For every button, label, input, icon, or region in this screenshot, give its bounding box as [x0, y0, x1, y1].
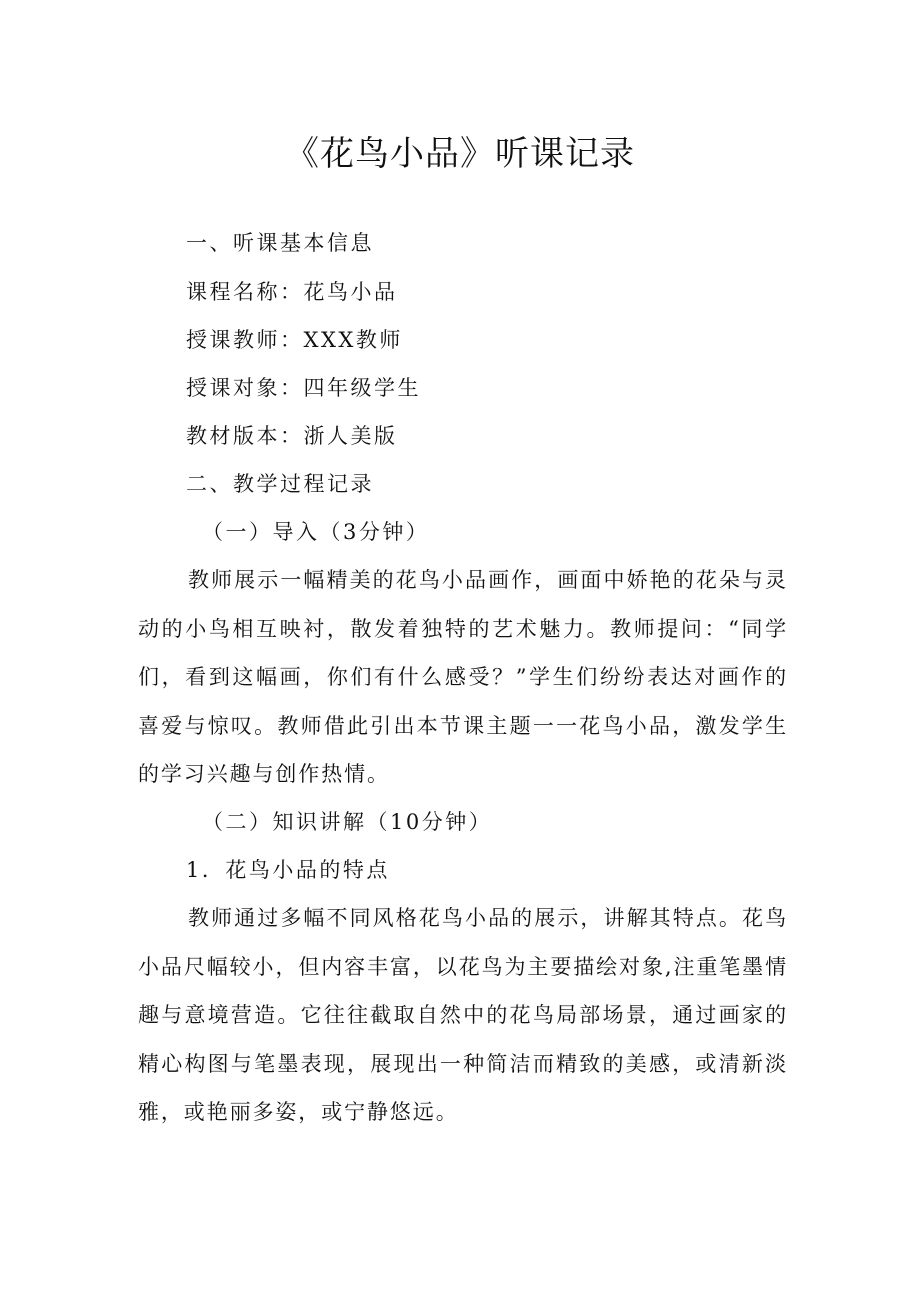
audience-line: 授课对象：四年级学生: [186, 376, 421, 400]
point-heading-features: 1．花鸟小品的特点: [186, 858, 390, 882]
subsection-heading-knowledge: （二）知识讲解（10分钟）: [202, 810, 493, 834]
section-heading-process: 二、教学过程记录: [186, 472, 374, 496]
section-heading-basic-info: 一、听课基本信息: [186, 231, 374, 255]
document-title: 《花鸟小品》听课记录: [285, 134, 635, 174]
intro-paragraph: 教师展示一幅精美的花鸟小品画作，画面中娇艳的花朵与灵动的小鸟相互映衬，散发着独特的艺术魅力。教师提问：“同学们，看到这幅画，你们有什么感受？”学生们纷纷表达对画作的喜爱与惊叹。教师借此引出本节课主题一一花鸟小品，激发学生的学习兴趣与创作热情。: [138, 568, 788, 786]
teacher-line: 授课教师：XXX教师: [186, 328, 403, 352]
textbook-line: 教材版本：浙人美版: [186, 424, 398, 448]
subsection-heading-intro: （一）导入（3分钟）: [202, 520, 430, 544]
features-paragraph: 教师通过多幅不同风格花鸟小品的展示，讲解其特点。花鸟小品尺幅较小，但内容丰富，以花鸟为主要描绘对象,注重笔墨情趣与意境营造。它往往截取自然中的花鸟局部场景，通过画家的精心构图与笔墨表现，展现出一种简洁而精致的美感，或清新淡雅，或艳丽多姿，或宁静悠远。: [138, 906, 788, 1124]
course-name-line: 课程名称：花鸟小品: [186, 280, 398, 304]
